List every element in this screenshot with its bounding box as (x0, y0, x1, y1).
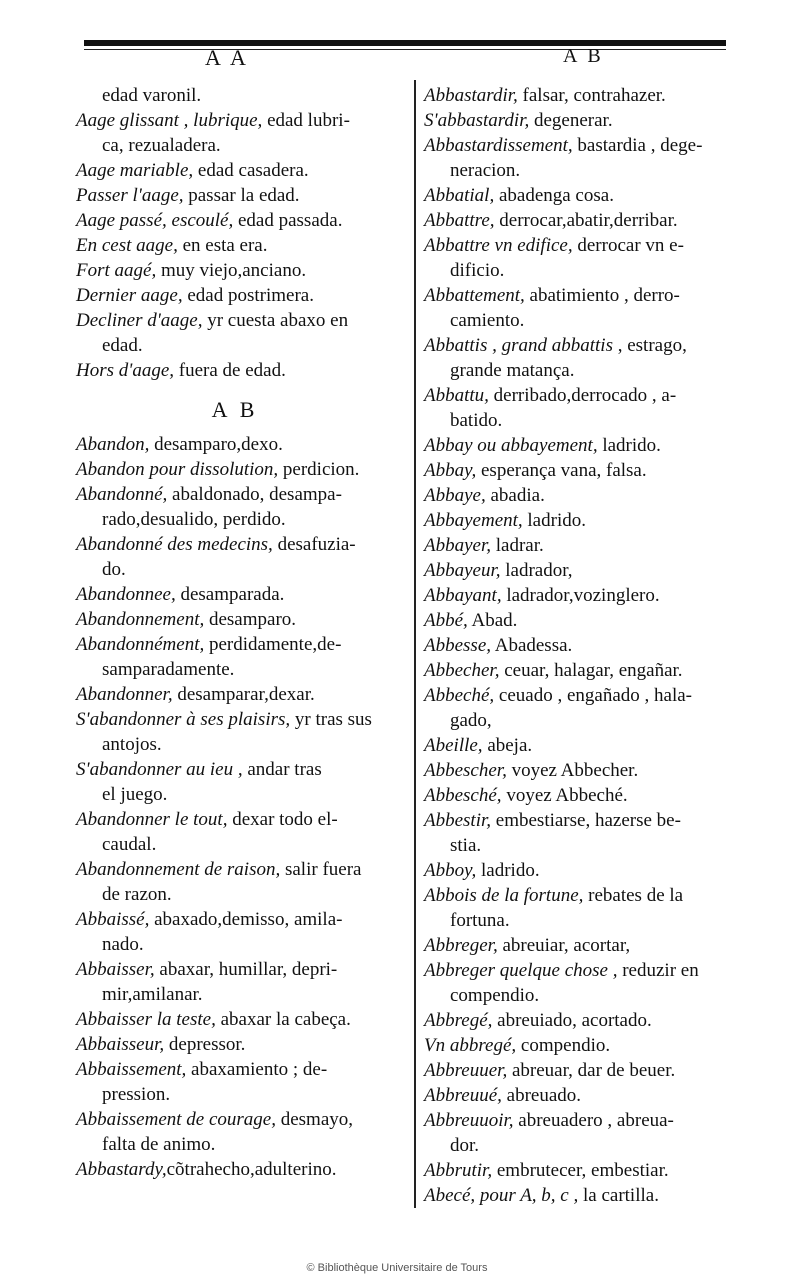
dictionary-entry (76, 1032, 394, 1057)
entry-translation: ca, rezualadera. (102, 135, 221, 156)
entry-headword: Abandon, (76, 434, 150, 455)
entry-continuation (424, 358, 738, 383)
dictionary-entry (424, 458, 738, 483)
entry-headword: Abandonnee, (76, 584, 176, 605)
entry-headword: Abbattre vn edifice, (424, 235, 573, 256)
entry-translation: depressor. (164, 1034, 246, 1055)
entry-continuation (76, 333, 394, 358)
dictionary-entry (424, 658, 738, 683)
entry-translation: salir fuera (280, 859, 362, 880)
entry-translation: abadenga cosa. (494, 185, 614, 206)
entry-translation: abatimiento , derro- (524, 285, 680, 306)
entry-headword: Abbescher, (424, 760, 507, 781)
entry-headword: Abbaisser, (76, 959, 155, 980)
entry-translation: voyez Abbecher. (506, 760, 639, 781)
entry-continuation (76, 882, 394, 907)
dictionary-entry (424, 1108, 738, 1133)
entry-translation: derrocar,abatir,derribar. (494, 210, 678, 231)
entry-headword: En cest aage, (76, 235, 178, 256)
entry-headword: Vn abbregé, (424, 1035, 517, 1056)
dictionary-entry (76, 857, 394, 882)
entry-translation: compendio. (450, 985, 540, 1006)
entry-continuation (424, 308, 738, 333)
entry-translation: fortuna. (450, 910, 510, 931)
entry-continuation (424, 258, 738, 283)
entry-headword: Abbreuuoir, (424, 1110, 514, 1131)
entry-headword: Abbaisser la teste, (76, 1009, 216, 1030)
entry-headword: Abandonné, (76, 484, 168, 505)
entry-continuation (424, 158, 738, 183)
dictionary-entry (76, 283, 394, 308)
entry-headword: Abandonné des medecins, (76, 534, 273, 555)
entry-translation: abaxado,demisso, amila- (149, 909, 343, 930)
entry-headword: Abbastardissement, (424, 135, 573, 156)
dictionary-entry (424, 233, 738, 258)
entry-headword: Abbaye, (424, 485, 486, 506)
entry-headword: Abbé, (424, 610, 468, 631)
entry-translation: abreuado. (501, 1085, 582, 1106)
dictionary-entry (424, 533, 738, 558)
dictionary-entry (424, 783, 738, 808)
entry-translation: abaxamiento ; de- (186, 1059, 328, 1080)
entry-headword: Aage passé, escoulé, (76, 210, 234, 231)
entry-headword: Abandonnement de raison, (76, 859, 281, 880)
entry-headword: Decliner d'aage, (76, 310, 203, 331)
entry-headword: Abbaissé, (76, 909, 150, 930)
column-divider (414, 80, 416, 1208)
entry-translation: edad varonil. (102, 85, 202, 106)
entry-headword: Aage mariable, (76, 160, 194, 181)
entry-translation: neracion. (450, 160, 521, 181)
entry-translation: degenerar. (529, 110, 613, 131)
entry-continuation (76, 507, 394, 532)
entry-headword: Abbattu, (424, 385, 489, 406)
dictionary-entry (424, 1183, 738, 1208)
entry-headword: Abbayeur, (424, 560, 501, 581)
entry-continuation (76, 832, 394, 857)
entry-headword: Abbaissement de courage, (76, 1109, 276, 1130)
entry-continuation (424, 908, 738, 933)
entry-headword: Abandonnément, (76, 634, 205, 655)
entry-translation: la cartilla. (578, 1185, 659, 1206)
entry-headword: Abecé, pour A, b, c , (424, 1185, 579, 1206)
dictionary-entry (424, 483, 738, 508)
entry-continuation (76, 932, 394, 957)
entry-translation: fuera de edad. (174, 360, 286, 381)
entry-translation: esperança vana, falsa. (476, 460, 647, 481)
entry-translation: cõtrahecho,adulterino. (166, 1159, 337, 1180)
entry-translation: mir,amilanar. (102, 984, 203, 1005)
entry-continuation (76, 1132, 394, 1157)
entry-headword: Abbois de la fortune, (424, 885, 584, 906)
running-header-right: A B (563, 45, 604, 67)
entry-headword: Abbattement, (424, 285, 525, 306)
entry-headword: Abandonner le tout, (76, 809, 228, 830)
entry-translation: desamparada. (175, 584, 285, 605)
running-header-left: A A (205, 45, 249, 70)
dictionary-entry (76, 807, 394, 832)
entry-translation: batido. (450, 410, 503, 431)
entry-headword: Abbeché, (424, 685, 495, 706)
entry-translation: abaxar la cabeça. (215, 1009, 351, 1030)
entry-translation: abreuar, dar de beuer. (507, 1060, 676, 1081)
dictionary-entry (424, 683, 738, 708)
entry-translation: muy viejo,anciano. (156, 260, 307, 281)
entry-translation: falta de animo. (102, 1134, 216, 1155)
entry-translation: Abadessa. (491, 635, 573, 656)
entry-translation: perdidamente,de- (204, 634, 342, 655)
dictionary-entry (76, 907, 394, 932)
entry-headword: Abbaissement, (76, 1059, 187, 1080)
entry-continuation (76, 732, 394, 757)
entry-headword: Abbesse, (424, 635, 492, 656)
entry-translation: nado. (102, 934, 144, 955)
dictionary-entry (76, 108, 394, 133)
dictionary-entry (76, 158, 394, 183)
entry-translation: ladrador,vozinglero. (501, 585, 660, 606)
entry-continuation (76, 557, 394, 582)
entry-translation: ladrar. (491, 535, 544, 556)
dictionary-entry (424, 208, 738, 233)
dictionary-entry (424, 583, 738, 608)
dictionary-entry (424, 758, 738, 783)
entry-headword: Abbatial, (424, 185, 495, 206)
entry-translation: grande matança. (450, 360, 575, 381)
entry-headword: Abbesché, (424, 785, 502, 806)
dictionary-entry (76, 358, 394, 383)
dictionary-entry (76, 482, 394, 507)
dictionary-entry (424, 1033, 738, 1058)
entry-headword: Abbayer, (424, 535, 492, 556)
section-heading: A B (211, 397, 259, 422)
entry-headword: Abbayant, (424, 585, 502, 606)
entry-translation: do. (102, 559, 126, 580)
entry-headword: Abbay ou abbayement, (424, 435, 598, 456)
dictionary-entry (424, 883, 738, 908)
dictionary-entry (76, 707, 394, 732)
dictionary-entry (76, 233, 394, 258)
entry-translation: yr tras sus (290, 709, 372, 730)
dictionary-entry (424, 1158, 738, 1183)
dictionary-entry (424, 933, 738, 958)
entry-headword: Abbattis , grand abbattis (424, 335, 613, 356)
entry-translation: rado,desualido, perdido. (102, 509, 286, 530)
dictionary-entry (424, 1008, 738, 1033)
dictionary-entry (76, 1057, 394, 1082)
entry-translation: abadia. (485, 485, 545, 506)
entry-translation: edad passada. (233, 210, 343, 231)
dictionary-entry (76, 582, 394, 607)
entry-continuation (424, 833, 738, 858)
dictionary-entry (76, 757, 394, 782)
entry-translation: perdicion. (278, 459, 360, 480)
entry-translation: derrocar vn e- (572, 235, 684, 256)
entry-translation: desamparo. (204, 609, 297, 630)
entry-translation: desafuzia- (272, 534, 356, 555)
entry-translation: ladrador, (500, 560, 573, 581)
dictionary-entry (424, 83, 738, 108)
entry-translation: abreuadero , abreua- (513, 1110, 674, 1131)
entry-headword: Abbregé, (424, 1010, 493, 1031)
top-rule (84, 40, 726, 46)
entry-translation: abaxar, humillar, depri- (154, 959, 338, 980)
entry-translation: desamparar,dexar. (172, 684, 315, 705)
entry-headword: Abandonnement, (76, 609, 205, 630)
entry-translation: voyez Abbeché. (501, 785, 628, 806)
dictionary-entry (424, 333, 738, 358)
entry-translation: ceuar, halagar, engañar. (499, 660, 683, 681)
entry-translation: dor. (450, 1135, 480, 1156)
entry-translation: edad postrimera. (182, 285, 314, 306)
left-column (76, 83, 394, 1182)
entry-translation: ladrido. (522, 510, 586, 531)
entry-translation: compendio. (516, 1035, 611, 1056)
entry-headword: Abbreger quelque chose , (424, 960, 618, 981)
entry-continuation (424, 983, 738, 1008)
entry-translation: rebates de la (583, 885, 684, 906)
dictionary-entry (76, 1107, 394, 1132)
entry-continuation (76, 982, 394, 1007)
entry-translation: de razon. (102, 884, 172, 905)
entry-headword: Abbreger, (424, 935, 498, 956)
entry-translation: abeja. (482, 735, 533, 756)
entry-translation: abaldonado, desampa- (167, 484, 342, 505)
entry-headword: S'abbastardir, (424, 110, 530, 131)
dictionary-entry (424, 808, 738, 833)
dictionary-entry (424, 183, 738, 208)
entry-continuation (424, 1133, 738, 1158)
dictionary-entry (424, 733, 738, 758)
entry-continuation (76, 1082, 394, 1107)
entry-translation: camiento. (450, 310, 525, 331)
entry-translation: abreuiado, acortado. (492, 1010, 652, 1031)
dictionary-entry (424, 1058, 738, 1083)
entry-translation: edad lubri- (262, 110, 350, 131)
entry-headword: Abbattre, (424, 210, 495, 231)
dictionary-entry (76, 1157, 394, 1182)
entry-headword: Dernier aage, (76, 285, 183, 306)
dictionary-entry (424, 608, 738, 633)
entry-translation: el juego. (102, 784, 168, 805)
dictionary-entry (424, 508, 738, 533)
entry-translation: samparadamente. (102, 659, 235, 680)
entry-translation: caudal. (102, 834, 157, 855)
entry-translation: bastardia , dege- (572, 135, 703, 156)
entry-translation: abreuiar, acortar, (497, 935, 631, 956)
entry-headword: Abbreuué, (424, 1085, 502, 1106)
entry-headword: Abbaisseur, (76, 1034, 165, 1055)
entry-headword: Hors d'aage, (76, 360, 175, 381)
dictionary-entry (424, 1083, 738, 1108)
entry-headword: Abbrutir, (424, 1160, 493, 1181)
dictionary-entry (424, 383, 738, 408)
entry-translation: , estrago, (612, 335, 687, 356)
entry-translation: ceuado , engañado , hala- (494, 685, 692, 706)
entry-continuation (76, 83, 394, 108)
dictionary-entry (424, 633, 738, 658)
entry-continuation (424, 708, 738, 733)
entry-headword: Abbreuuer, (424, 1060, 508, 1081)
entry-translation: falsar, contrahazer. (517, 85, 666, 106)
entry-headword: S'abandonner au ieu , (76, 759, 243, 780)
dictionary-entry (76, 432, 394, 457)
dictionary-entry (76, 1007, 394, 1032)
entry-translation: dificio. (450, 260, 505, 281)
entry-translation: embestiarse, hazerse be- (491, 810, 681, 831)
entry-translation: edad casadera. (193, 160, 309, 181)
entry-translation: Abad. (467, 610, 518, 631)
dictionary-entry (76, 208, 394, 233)
dictionary-entry (76, 183, 394, 208)
dictionary-entry (76, 607, 394, 632)
entry-headword: Abbastardy, (76, 1159, 167, 1180)
entry-headword: Abandon pour dissolution, (76, 459, 279, 480)
dictionary-entry (424, 433, 738, 458)
top-rule-thin (84, 49, 726, 50)
entry-translation: en esta era. (177, 235, 268, 256)
entry-translation: stia. (450, 835, 482, 856)
dictionary-entry (76, 308, 394, 333)
entry-translation: ladrido. (476, 860, 540, 881)
right-column (424, 83, 738, 1208)
entry-translation: gado, (450, 710, 492, 731)
entry-headword: Passer l'aage, (76, 185, 184, 206)
entry-translation: yr cuesta abaxo en (202, 310, 349, 331)
entry-headword: Abbayement, (424, 510, 523, 531)
dictionary-entry (76, 258, 394, 283)
entry-translation: dexar todo el- (227, 809, 338, 830)
entry-headword: S'abandonner à ses plaisirs, (76, 709, 291, 730)
dictionary-entry (76, 632, 394, 657)
entry-translation: ladrido. (597, 435, 661, 456)
entry-continuation (76, 657, 394, 682)
dictionary-entry (424, 283, 738, 308)
entry-headword: Abboy, (424, 860, 477, 881)
dictionary-entry (76, 457, 394, 482)
footer-credit: © Bibliothèque Universitaire de Tours (306, 1262, 488, 1274)
entry-translation: passar la edad. (183, 185, 300, 206)
entry-headword: Abbestir, (424, 810, 492, 831)
entry-headword: Aage glissant , lubrique, (76, 110, 263, 131)
entry-translation: reduzir en (617, 960, 699, 981)
dictionary-entry (424, 108, 738, 133)
dictionary-entry (76, 682, 394, 707)
entry-translation: edad. (102, 335, 143, 356)
entry-translation: desamparo,dexo. (149, 434, 283, 455)
dictionary-entry (76, 532, 394, 557)
dictionary-entry (424, 558, 738, 583)
dictionary-entry (424, 958, 738, 983)
entry-translation: embrutecer, embestiar. (492, 1160, 669, 1181)
entry-headword: Fort aagé, (76, 260, 157, 281)
entry-headword: Abandonner, (76, 684, 173, 705)
dictionary-entry (424, 133, 738, 158)
entry-translation: andar tras (242, 759, 322, 780)
entry-translation: derribado,derrocado , a- (488, 385, 677, 406)
entry-headword: Abeille, (424, 735, 483, 756)
dictionary-entry (424, 858, 738, 883)
dictionary-entry (76, 957, 394, 982)
entry-translation: desmayo, (275, 1109, 354, 1130)
entry-continuation (424, 408, 738, 433)
entry-headword: Abbastardir, (424, 85, 518, 106)
entry-continuation (76, 133, 394, 158)
entry-translation: pression. (102, 1084, 171, 1105)
entry-headword: Abbay, (424, 460, 477, 481)
entry-translation: antojos. (102, 734, 162, 755)
entry-continuation (76, 782, 394, 807)
entry-headword: Abbecher, (424, 660, 500, 681)
